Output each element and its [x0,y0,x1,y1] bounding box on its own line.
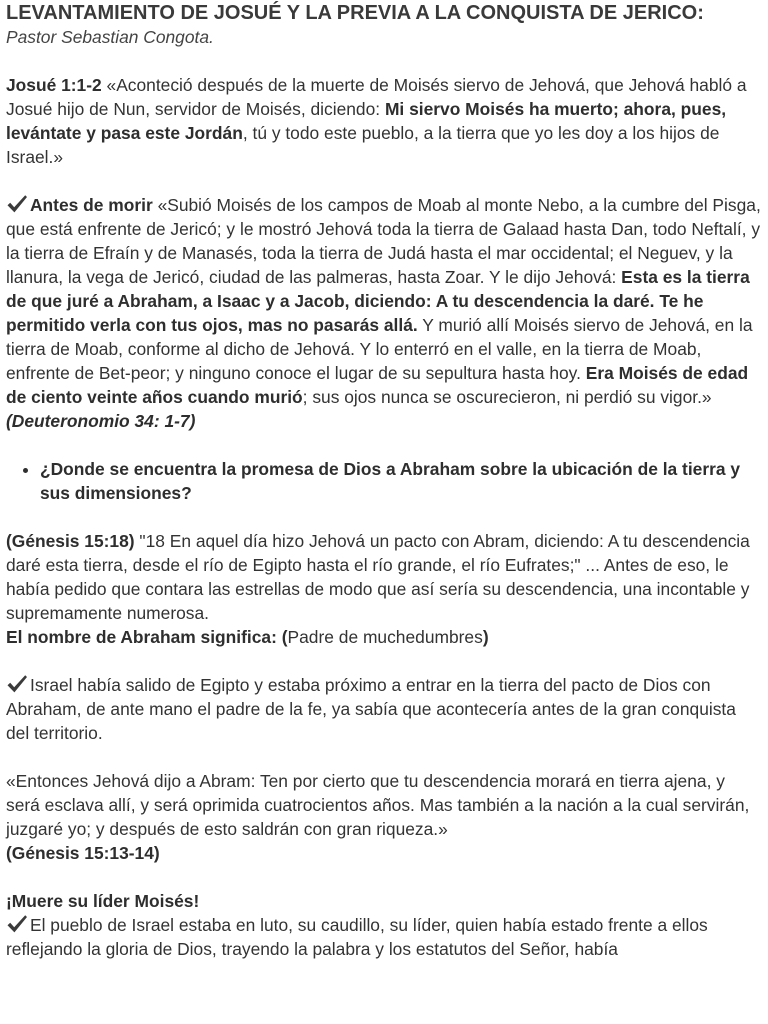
author-line: Pastor Sebastian Congota. [6,27,214,47]
paragraph-text: , tú y todo este pueblo, a la tierra que yo les doy a los hijos de Israel.» [6,123,720,167]
paragraph-abram-promise [6,769,762,841]
bold-quote: Mi siervo Moisés ha muerto; ahora, pues, levántate y pasa este Jordán [6,99,727,143]
paragraph-genesis-15-18 [6,529,762,625]
section-heading [6,889,762,913]
paragraph-text: «Entonces Jehová dijo a Abram: Ten por cierto que tu descendencia morará en tierra ajena, y será esclava allí, y será oprimida cuatrocientos años. Mas también a la nación a la cual servirán, juzgaré yo; y después de esto saldrán con gran riqueza.» [6,771,750,839]
paragraph-text: «Aconteció después de la muerte de Moisés siervo de Jehová, que Jehová habló a Josué hijo de Nun, servidor de Moisés, diciendo: [6,75,747,119]
paragraph-text: Padre de muchedumbres [287,627,483,647]
lead-heading: Antes de morir [30,195,153,215]
list-item: • ¿Donde se encuentra la promesa de Dios a Abraham sobre la ubicación de la tierra y sus dimensiones? [40,457,762,505]
paragraph-luto [6,913,762,961]
paragraph-text: Israel había salido de Egipto y estaba próximo a entrar en la tierra del pacto de Dios con Abraham, de ante mano el padre de la fe, ya sabía que acontecería antes de la gran conquista del territorio. [6,675,736,743]
paragraph-abraham-name [6,625,762,649]
scripture-reference: (Deuteronomio 34: 1-7) [6,411,196,431]
paragraph-text: Y murió allí Moisés siervo de Jehová, en la tierra de Moab, conforme al dicho de Jehová. Y lo enterró en el valle, en la tierra de Moab, enfrente de Bet-peor; y ninguno conoce el lugar de su sepultura hasta hoy. [6,315,753,383]
paragraph-josue [6,73,762,169]
check-mark-icon [6,674,28,694]
bold-label: El nombre de Abraham significa: ( [6,627,288,647]
scripture-reference: (Génesis 15:13-14) [6,843,160,863]
scripture-reference: (Génesis 15:18) [6,531,135,551]
document-title: LEVANTAMIENTO DE JOSUÉ Y LA PREVIA A LA CONQUISTA DE JERICO: [6,2,704,24]
bold-label: ) [482,627,489,647]
heading-text: ¡Muere su líder Moisés! [6,891,200,911]
check-mark-icon [6,194,28,214]
paragraph-israel-egipto [6,673,762,745]
reference-line [6,841,762,865]
paragraph-text: «Subió Moisés de los campos de Moab al monte Nebo, a la cumbre del Pisga, que está enfrente de Jericó; y le mostró Jehová toda la tierra de Galaad hasta Dan, todo Neftalí, y la tierra de Efraín y de Manasés, toda la tierra de Judá hasta el mar occidental; el Neguev, y la llanura, la vega de Jericó, ciudad de las palmeras, hasta Zoar. Y le dijo Jehová: [6,195,761,287]
paragraph-text: ; sus ojos nunca se oscurecieron, ni perdió su vigor.» [302,387,712,407]
paragraph-text: "18 En aquel día hizo Jehová un pacto con Abram, diciendo: A tu descendencia daré esta tierra, desde el río de Egipto hasta el río grande, el río Eufrates;" ... Antes de eso, le había pedido que contara las estrellas de modo que así sería su descendencia, una incontable y supremamente numerosa. [6,531,750,623]
paragraph-antes-de-morir [6,193,762,409]
bold-quote: Era Moisés de edad de ciento veinte años cuando murió [6,363,749,407]
scripture-reference: Josué 1:1-2 [6,75,102,95]
reference-line [6,409,762,433]
bold-quote: Esta es la tierra de que juré a Abraham, a Isaac y a Jacob, diciendo: A tu descendencia la daré. Te he permitido verla con tus ojos, mas no pasarás allá. [6,267,750,335]
paragraph-text: El pueblo de Israel estaba en luto, su caudillo, su líder, quien había estado frente a ellos reflejando la gloria de Dios, trayendo la palabra y los estatutos del Señor, había [6,915,708,959]
check-mark-icon [6,914,28,934]
bullet-list [6,457,762,505]
